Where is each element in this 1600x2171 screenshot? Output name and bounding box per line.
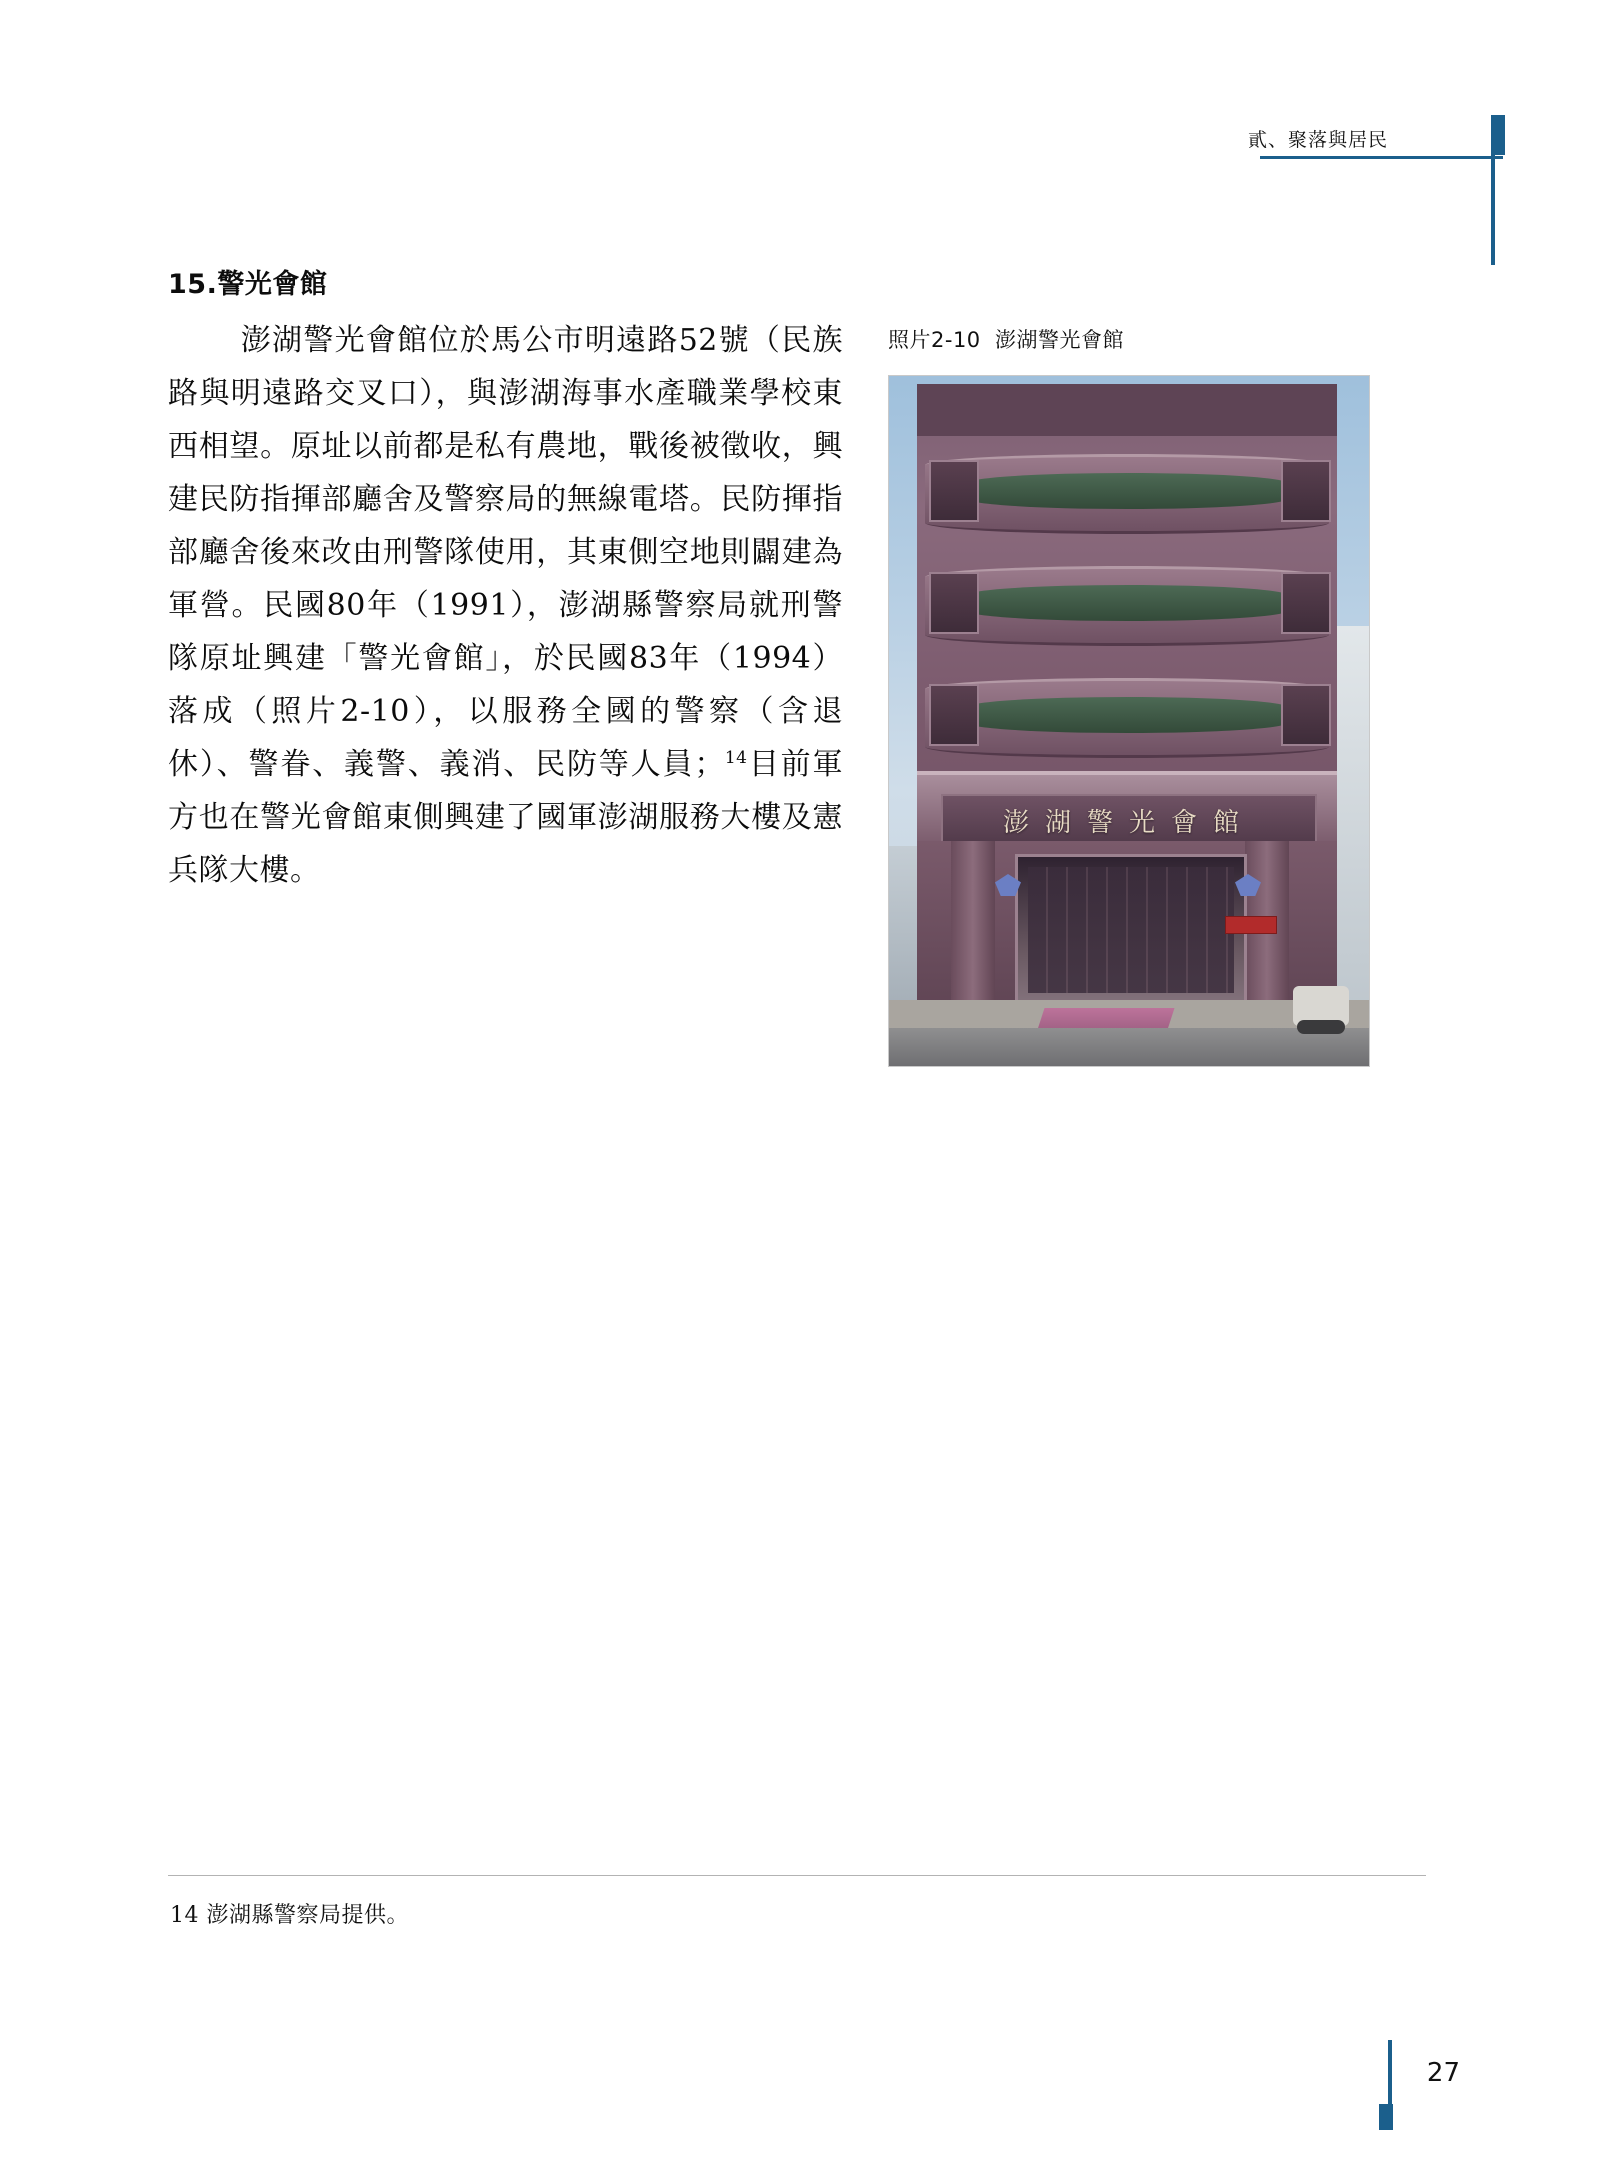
photo-window — [1281, 684, 1331, 746]
photo-window — [929, 684, 979, 746]
photo-band-glass-2 — [965, 585, 1288, 621]
figure-photo — [888, 375, 1370, 1067]
photo-content — [889, 376, 1369, 1066]
header-rule — [1260, 156, 1503, 159]
photo-entrance-glass — [1028, 867, 1234, 993]
footnote-text: 14 澎湖縣警察局提供。 — [170, 1903, 409, 1928]
header-vertical-rule — [1491, 155, 1495, 265]
paragraph-text-main: 澎湖警光會館位於馬公市明遠路52號（民族路與明遠路交叉口），與澎湖海事水產職業學校東西相望。原址以前都是私有農地，戰後被徵收，興建民防指揮部廳舍及警察局的無線電塔。民防揮指部廳舍後來改由刑警隊使用，其東側空地則闢建為軍營。民國80年（1991），澎湖縣警察局就刑警隊原址興建「警光會館」，於民國83年（1994）落成（照片2-10），以服務全國的警察（含退休）、警眷、義警、義消、民防等人員； — [168, 323, 843, 782]
photo-scooter — [1293, 986, 1349, 1026]
photo-building-signboard — [941, 794, 1317, 846]
paragraph-text-tail: 目前軍方也在警光會館東側興建了國軍澎湖服務大樓及憲兵隊大樓。 — [168, 747, 844, 888]
chapter-header-label: 貳、聚落與居民 — [1247, 129, 1388, 151]
photo-balcony-band-1 — [925, 454, 1329, 534]
photo-building-sign-text: 澎湖警光會館 — [1002, 808, 1255, 838]
page-number: 27 — [1426, 2058, 1460, 2088]
footnote-marker: 14 — [724, 748, 748, 768]
photo-window — [929, 460, 979, 522]
photo-building-roofline — [917, 384, 1337, 436]
photo-red-sign — [1225, 916, 1277, 934]
footer-accent-block — [1379, 2104, 1393, 2130]
figure-caption-text: 澎湖警光會館 — [995, 328, 1125, 352]
figure-caption — [888, 324, 1124, 354]
section-title: 15.警光會館 — [168, 269, 328, 300]
figure-caption-number: 照片2-10 — [888, 328, 981, 352]
photo-window — [1281, 572, 1331, 634]
photo-band-glass-3 — [965, 697, 1288, 733]
photo-entrance — [1015, 854, 1247, 1022]
header-accent-block — [1491, 115, 1505, 155]
body-paragraph — [168, 314, 843, 897]
photo-balcony-band-3 — [925, 678, 1329, 758]
photo-balcony-band-2 — [925, 566, 1329, 646]
photo-road — [889, 1028, 1369, 1066]
photo-band-glass-1 — [965, 473, 1288, 509]
footnote-separator — [168, 1875, 1426, 1876]
photo-window — [1281, 460, 1331, 522]
photo-window — [929, 572, 979, 634]
